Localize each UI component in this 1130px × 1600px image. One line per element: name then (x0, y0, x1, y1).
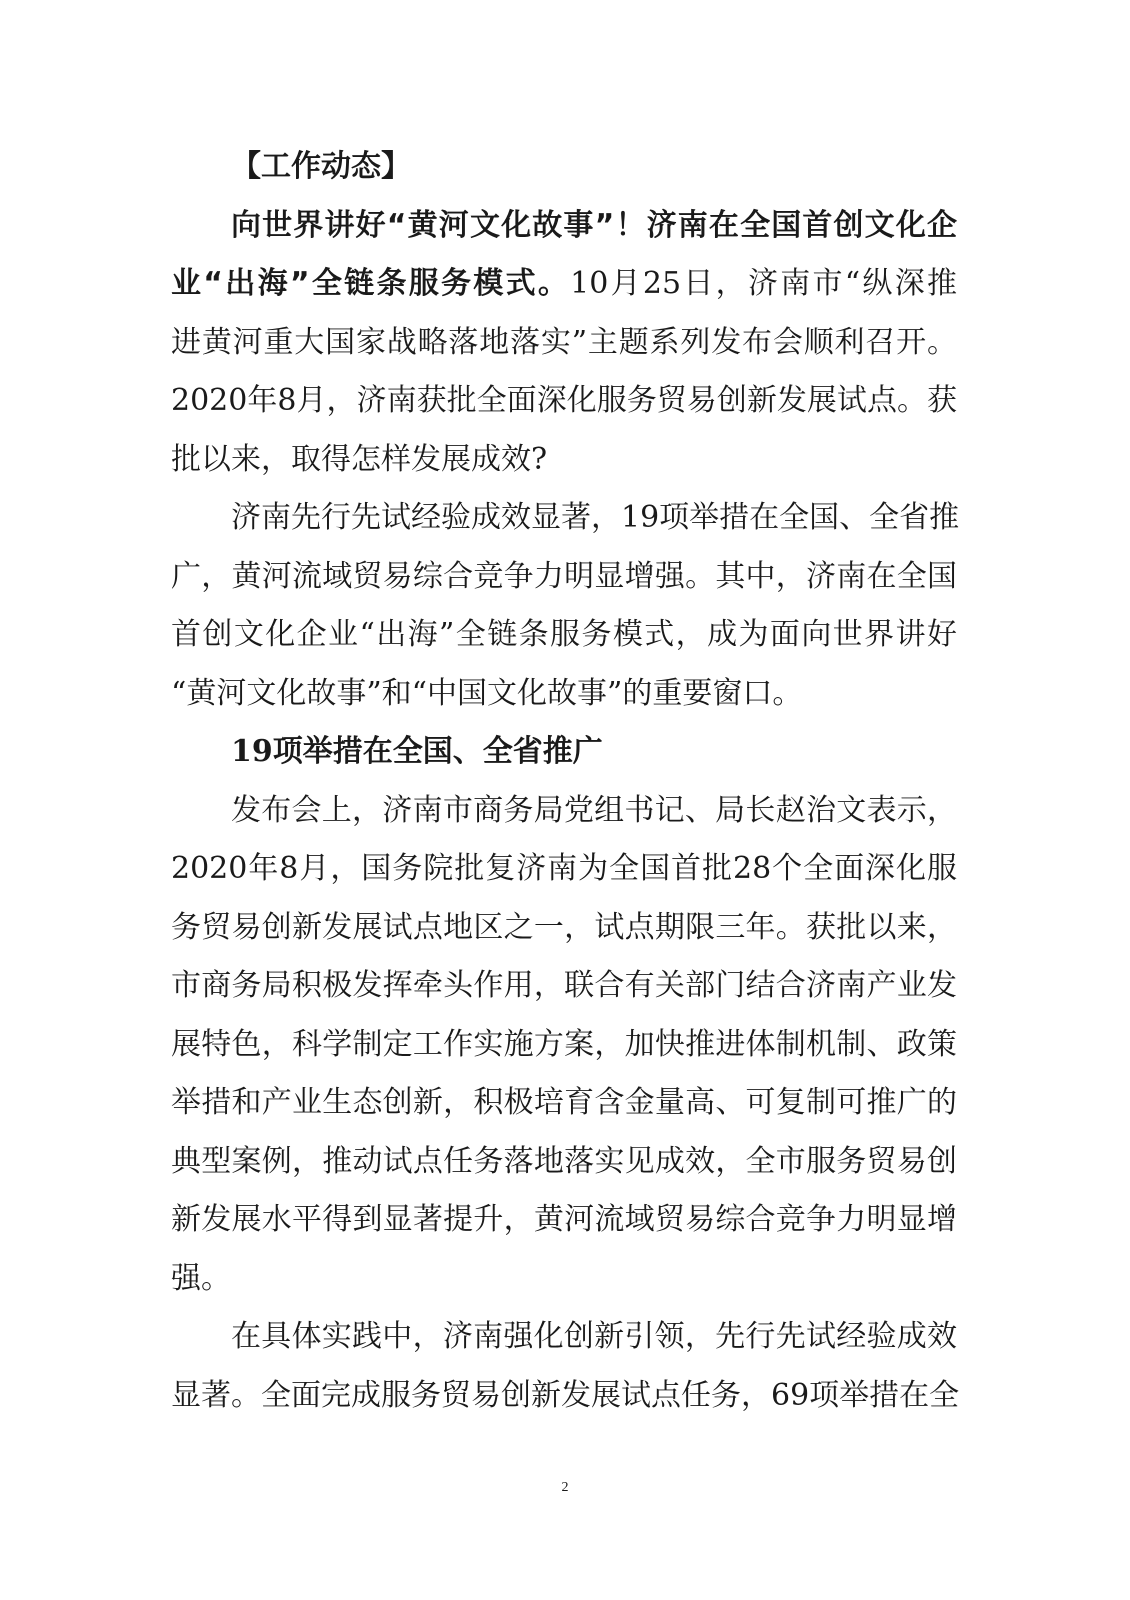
paragraph-3-line-1: 发布会上，济南市商务局党组书记、局长赵治文表示， (231, 792, 957, 828)
headline-line-1: 向世界讲好“黄河文化故事”！济南在全国首创文化企 (231, 207, 957, 243)
paragraph-2-line-2: 广，黄河流域贸易综合竞争力明显增强。其中，济南在全国 (171, 558, 957, 594)
subheading: 19项举措在全国、全省推广 (231, 734, 603, 769)
paragraph-1-line-1: 10月25日，济南市“纵深推 (570, 266, 958, 301)
paragraph-3-line-9: 强。 (171, 1260, 231, 1296)
paragraph-3-line-3: 务贸易创新发展试点地区之一，试点期限三年。获批以来， (171, 909, 957, 945)
paragraph-3-line-4: 市商务局积极发挥牵头作用，联合有关部门结合济南产业发 (171, 968, 957, 1003)
headline-part-2: 业“出海”全链条服务模式。 (171, 266, 571, 301)
paragraph-3-line-7: 典型案例，推动试点任务落地落实见成效，全市服务贸易创 (171, 1143, 957, 1179)
section-tag: 【工作动态】 (231, 149, 411, 184)
paragraph-3-line-8: 新发展水平得到显著提升，黄河流域贸易综合竞争力明显增 (171, 1202, 957, 1237)
paragraph-1-line-2: 进黄河重大国家战略落地落实”主题系列发布会顺利召开。 (171, 324, 957, 360)
paragraph-1-line-3: 2020年8月，济南获批全面深化服务贸易创新发展试点。获 (171, 383, 957, 418)
headline-line-2 (171, 255, 957, 314)
paragraph-3-line-2: 2020年8月，国务院批复济南为全国首批28个全面深化服 (171, 851, 957, 886)
paragraph-3-line-5: 展特色，科学制定工作实施方案，加快推进体制机制、政策 (171, 1026, 957, 1062)
page-number: 2 (561, 1480, 569, 1495)
paragraph-2-line-3: 首创文化企业“出海”全链条服务模式，成为面向世界讲好 (171, 617, 957, 652)
paragraph-3-line-6: 举措和产业生态创新，积极培育含金量高、可复制可推广的 (171, 1085, 957, 1120)
paragraph-4-line-2: 显著。全面完成服务贸易创新发展试点任务，69项举措在全 (171, 1377, 960, 1413)
paragraph-4-line-1: 在具体实践中，济南强化创新引领，先行先试经验成效 (231, 1319, 957, 1354)
page-content (171, 138, 960, 1425)
paragraph-1-line-4: 批以来，取得怎样发展成效? (171, 441, 548, 477)
paragraph-2-line-4: “黄河文化故事”和“中国文化故事”的重要窗口。 (171, 675, 803, 711)
paragraph-2-line-1: 济南先行先试经验成效显著，19项举措在全国、全省推 (231, 500, 960, 535)
